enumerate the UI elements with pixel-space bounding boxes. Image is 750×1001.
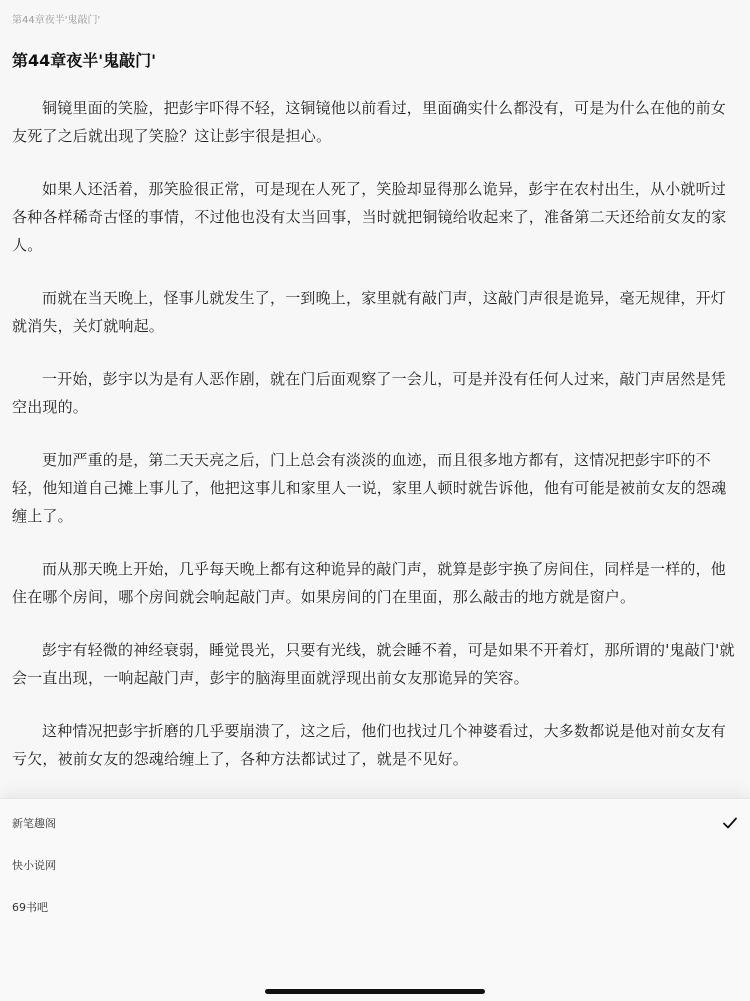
source-selection-sheet bbox=[0, 798, 750, 1001]
paragraph-1: 铜镜里面的笑脸，把彭宇吓得不轻，这铜镜他以前看过，里面确实什么都没有，可是为什么在他的前女友死了之后就出现了笑脸？这让彭宇很是担心。 bbox=[12, 99, 727, 145]
paragraph-3: 而就在当天晚上，怪事儿就发生了，一到晚上，家里就有敲门声，这敲门声很是诡异，毫无规律，开灯就消失，关灯就响起。 bbox=[12, 289, 727, 335]
source-option-2[interactable] bbox=[0, 844, 750, 886]
home-indicator[interactable] bbox=[265, 989, 485, 994]
paragraph-5: 更加严重的是，第二天天亮之后，门上总会有淡淡的血迹，而且很多地方都有，这情况把彭宇吓的不轻，他知道自己摊上事儿了，他把这事儿和家里人一说，家里人顿时就告诉他，他有可能是被前女友的怨魂缠上了。 bbox=[12, 451, 727, 525]
source-option-1[interactable] bbox=[0, 802, 750, 844]
checkmark-icon bbox=[722, 815, 738, 831]
paragraph-2: 如果人还活着，那笑脸很正常，可是现在人死了，笑脸却显得那么诡异，彭宇在农村出生，从小就听过各种各样稀奇古怪的事情，不过他也没有太当回事，当时就把铜镜给收起来了，准备第二天还给前女友的家人。 bbox=[12, 180, 727, 254]
chapter-title: 第44章夜半'鬼敲门' bbox=[12, 51, 157, 70]
header-chapter-title: 第44章夜半'鬼敲门' bbox=[12, 15, 101, 26]
paragraph-4: 一开始，彭宇以为是有人恶作剧，就在门后面观察了一会儿，可是并没有任何人过来，敲门声居然是凭空出现的。 bbox=[12, 370, 727, 416]
source-option-label: 新笔趣阁 bbox=[12, 817, 56, 830]
paragraph-7: 彭宇有轻微的神经衰弱，睡觉畏光，只要有光线，就会睡不着，可是如果不开着灯，那所谓的'鬼敲门'就会一直出现，一响起敲门声，彭宇的脑海里面就浮现出前女友那诡异的笑容。 bbox=[12, 641, 735, 687]
paragraph-8: 这种情况把彭宇折磨的几乎要崩溃了，这之后，他们也找过几个神婆看过，大多数都说是他对前女友有亏欠，被前女友的怨魂给缠上了，各种方法都试过了，就是不见好。 bbox=[12, 722, 727, 768]
chapter-content bbox=[12, 94, 738, 879]
paragraph-6: 而从那天晚上开始，几乎每天晚上都有这种诡异的敲门声，就算是彭宇换了房间住，同样是一样的，他住在哪个房间，哪个房间就会响起敲门声。如果房间的门在里面，那么敲击的地方就是窗户。 bbox=[12, 560, 727, 606]
source-option-label: 快小说网 bbox=[12, 859, 56, 872]
source-option-label: 69书吧 bbox=[12, 901, 48, 914]
source-option-3[interactable] bbox=[0, 886, 750, 928]
